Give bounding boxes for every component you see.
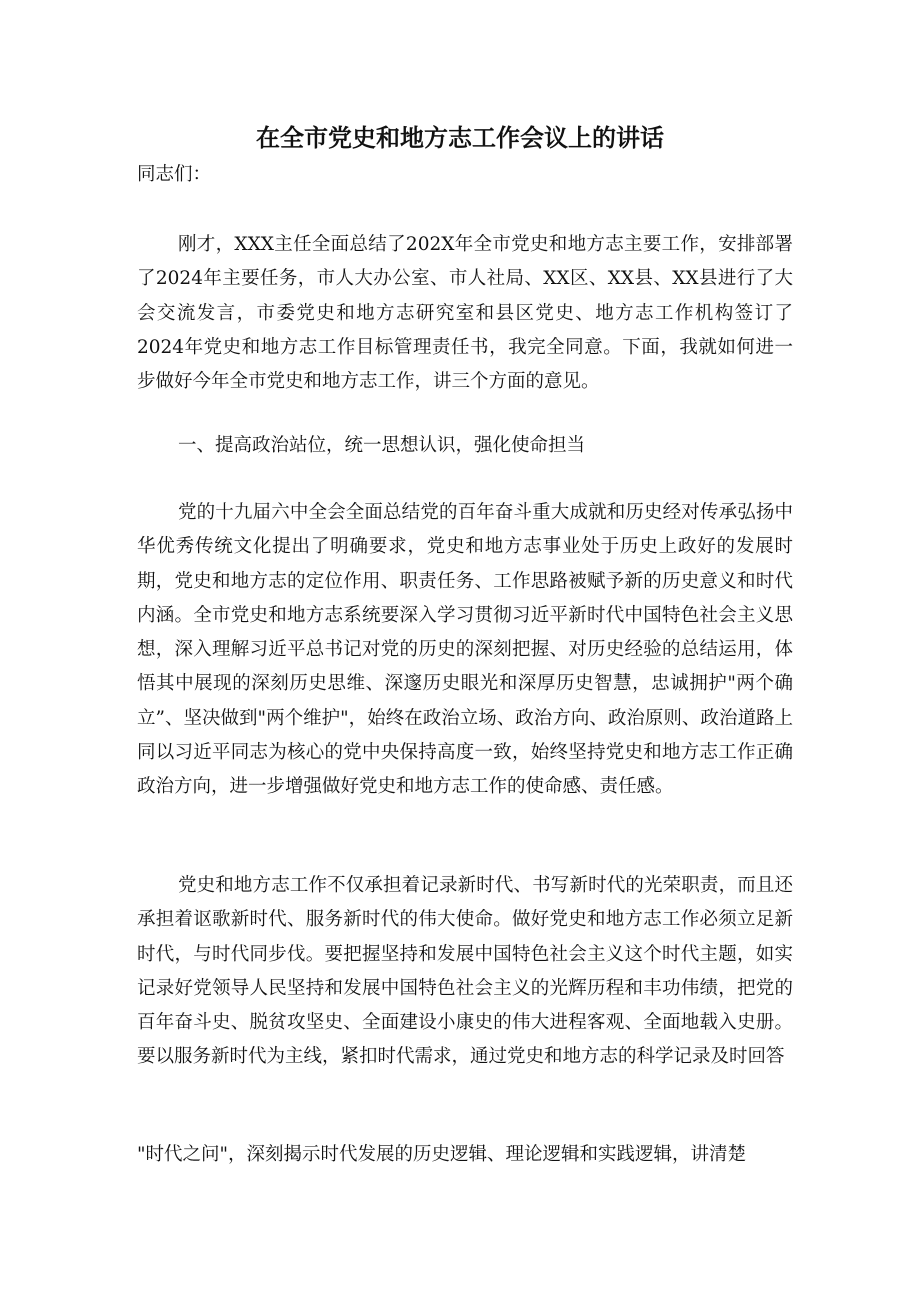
paragraph-political-stance: 党的十九届六中全会全面总结党的百年奋斗重大成就和历史经对传承弘扬中华优秀传统文化提出了明确要求，党史和地方志事业处于历史上政好的发展时期，党史和地方志的定位作用、职责任务、工作思路被赋予新的历史意义和时代内涵。全市党史和地方志系统要深入学习贯彻习近平新时代中国特色社会主义思想，深入理解习近平总书记对党的历史的深刻把握、对历史经验的总结运用，体悟其中展现的深刻历史思维、深邃历史眼光和深厚历史智慧，忠诚拥护"两个确立”、坚决做到"两个维护"，始终在政治立场、政治方向、政治原则、政治道路上同以习近平同志为核心的党中央保持高度一致，始终坚持党史和地方志工作正确政治方向，进一步增强做好党史和地方志工作的使命感、责任感。 (137, 502, 793, 798)
paragraph-continuation: "时代之问"，深刻揭示时代发展的历史逻辑、理论逻辑和实践逻辑，讲清楚 (137, 1144, 747, 1165)
paragraph-opening: 刚才，XXX主任全面总结了202X年全市党史和地方志主要工作，安排部署了2024年主要任务，市人大办公室、市人社局、XX区、XX县、XX县进行了大会交流发言，市委党史和地方志研究室和县区党史、地方志工作机构签订了2024年党史和地方志工作目标管理责任书，我完全同意。下面，我就如何进一步做好今年全市党史和地方志工作，讲三个方面的意见。 (137, 234, 793, 393)
salutation: 同志们： (137, 164, 212, 185)
document-title: 在全市党史和地方志工作会议上的讲话 (256, 124, 664, 152)
section-heading-1: 一、提高政治站位，统一思想认识，强化使命担当 (178, 435, 586, 456)
paragraph-new-era-mission: 党史和地方志工作不仅承担着记录新时代、书写新时代的光荣职责，而且还承担着讴歌新时代、服务新时代的伟大使命。做好党史和地方志工作必须立足新时代，与时代同步伐。要把握坚持和发展中国特色社会主义这个时代主题，如实记录好党领导人民坚持和发展中国特色社会主义的光辉历程和丰功伟绩，把党的百年奋斗史、脱贫攻坚史、全面建设小康史的伟大进程客观、全面地载入史册。要以服务新时代为主线，紧扣时代需求，通过党史和地方志的科学记录及时回答 (137, 875, 793, 1068)
